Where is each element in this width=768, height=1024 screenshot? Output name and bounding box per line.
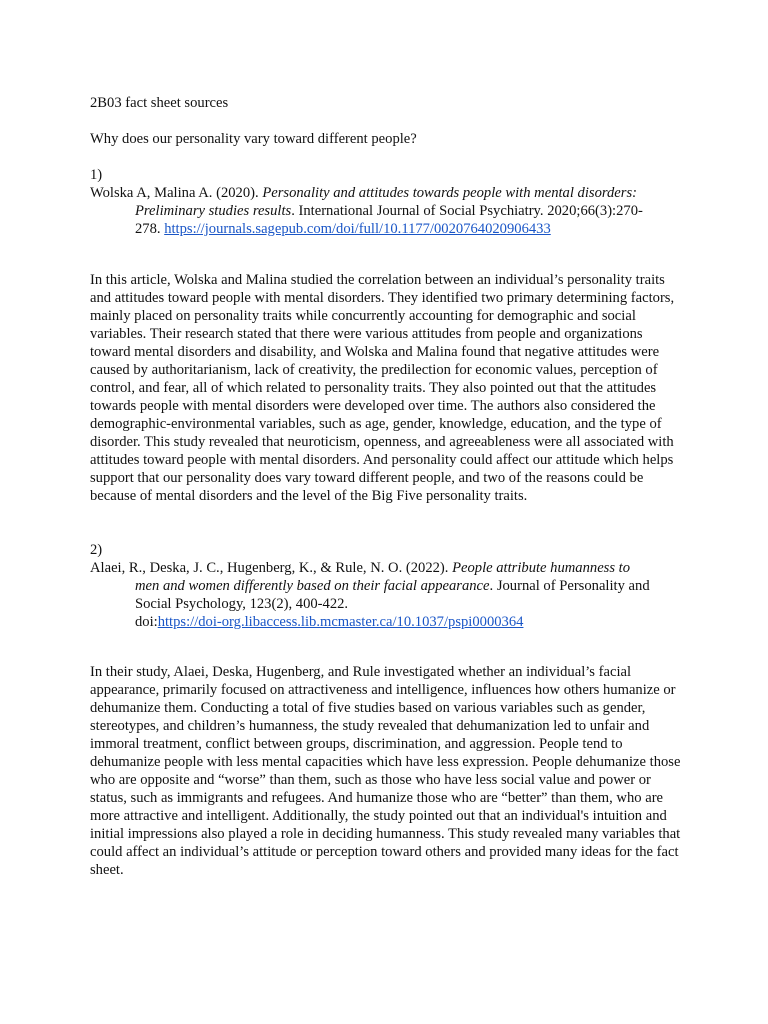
source-2-authors: Alaei, R., Deska, J. C., Hugenberg, K., & Rule, N. O. (2022). [90, 560, 453, 576]
source-1-citation-line-2 [135, 202, 643, 220]
source-1-article-title-cont: Preliminary studies results [135, 203, 292, 219]
source-2-citation-line-1 [90, 559, 630, 577]
source-1-summary: In this article, Wolska and Malina studied the correlation between an individual’s personality traits and attitudes toward people with mental disorders. They identified two primary determining factors, mainly placed on personality traits while concurrently accounting for demographic and social variables. Their research stated that there were various attitudes from people and organizations toward mental disorders and disability, and Wolska and Malina found that negative attitudes were caused by authoritarianism, lack of creativity, the predilection for economic values, perception of control, and fear, all of which related to personality traits. They also pointed out that the attitudes towards people with mental disorders were developed over time. The authors also considered the demographic-environmental variables, such as age, gender, knowledge, education, and the type of disorder. This study revealed that neuroticism, openness, and agreeableness were all associated with attitudes toward people with mental disorders. And personality could affect our attitude which helps support that our personality does vary toward different people, and two of the reasons could be because of mental disorders and the level of the Big Five personality traits. [90, 271, 675, 504]
research-question: Why does our personality vary toward different people? [90, 131, 417, 147]
source-2-citation-line-4 [135, 613, 523, 631]
source-2-article-title-cont: men and women differently based on their facial appearance [135, 578, 490, 594]
source-1-journal: . International Journal of Social Psychiatry. 2020;66(3):270- [291, 203, 643, 219]
source-1-pages: 278. [135, 221, 165, 237]
source-1-citation-line-3 [135, 220, 551, 238]
source-1-authors: Wolska A, Malina A. (2020). [90, 185, 263, 201]
source-2-citation-line-3: Social Psychology, 123(2), 400-422. [135, 596, 349, 612]
source-2-summary: In their study, Alaei, Deska, Hugenberg, and Rule investigated whether an individual’s facial appearance, primarily focused on attractiveness and intelligence, influences how others humanize or dehumanize them. Conducting a total of five studies based on various variables such as gender, stereotypes, and children’s humanness, the study revealed that dehumanization led to unfair and immoral treatment, conflict between groups, discrimination, and aggression. People tend to dehumanize people with less mental capacities which have less expression. People dehumanize those who are opposite and “worse” than them, such as those who have less social value and power or status, such as immigrants and refugees. And humanize those who are “better” than them, who are more attractive and intelligent. Additionally, the study pointed out that an individual's intuition and initial impressions also played a role in deciding humanness. This study revealed many variables that could affect an individual’s attitude or perception toward others and provided many ideas for the fact sheet. [90, 663, 681, 878]
source-2-citation-line-2 [135, 577, 650, 595]
source-2-journal: . Journal of Personality and [489, 578, 650, 594]
source-2-doi-prefix: doi: [135, 614, 158, 630]
source-1-number: 1) [90, 167, 103, 183]
source-2-number: 2) [90, 542, 103, 558]
source-2-url-link[interactable]: https://doi-org.libaccess.lib.mcmaster.ca/10.1037/pspi0000364 [157, 614, 524, 630]
source-1-url-link[interactable]: https://journals.sagepub.com/doi/full/10.1177/0020764020906433 [164, 221, 551, 237]
source-1-citation-line-1 [90, 184, 637, 202]
source-1-article-title: Personality and attitudes towards people with mental disorders: [262, 185, 638, 201]
document-title: 2B03 fact sheet sources [90, 95, 229, 111]
source-2-article-title: People attribute humanness to [452, 560, 631, 576]
